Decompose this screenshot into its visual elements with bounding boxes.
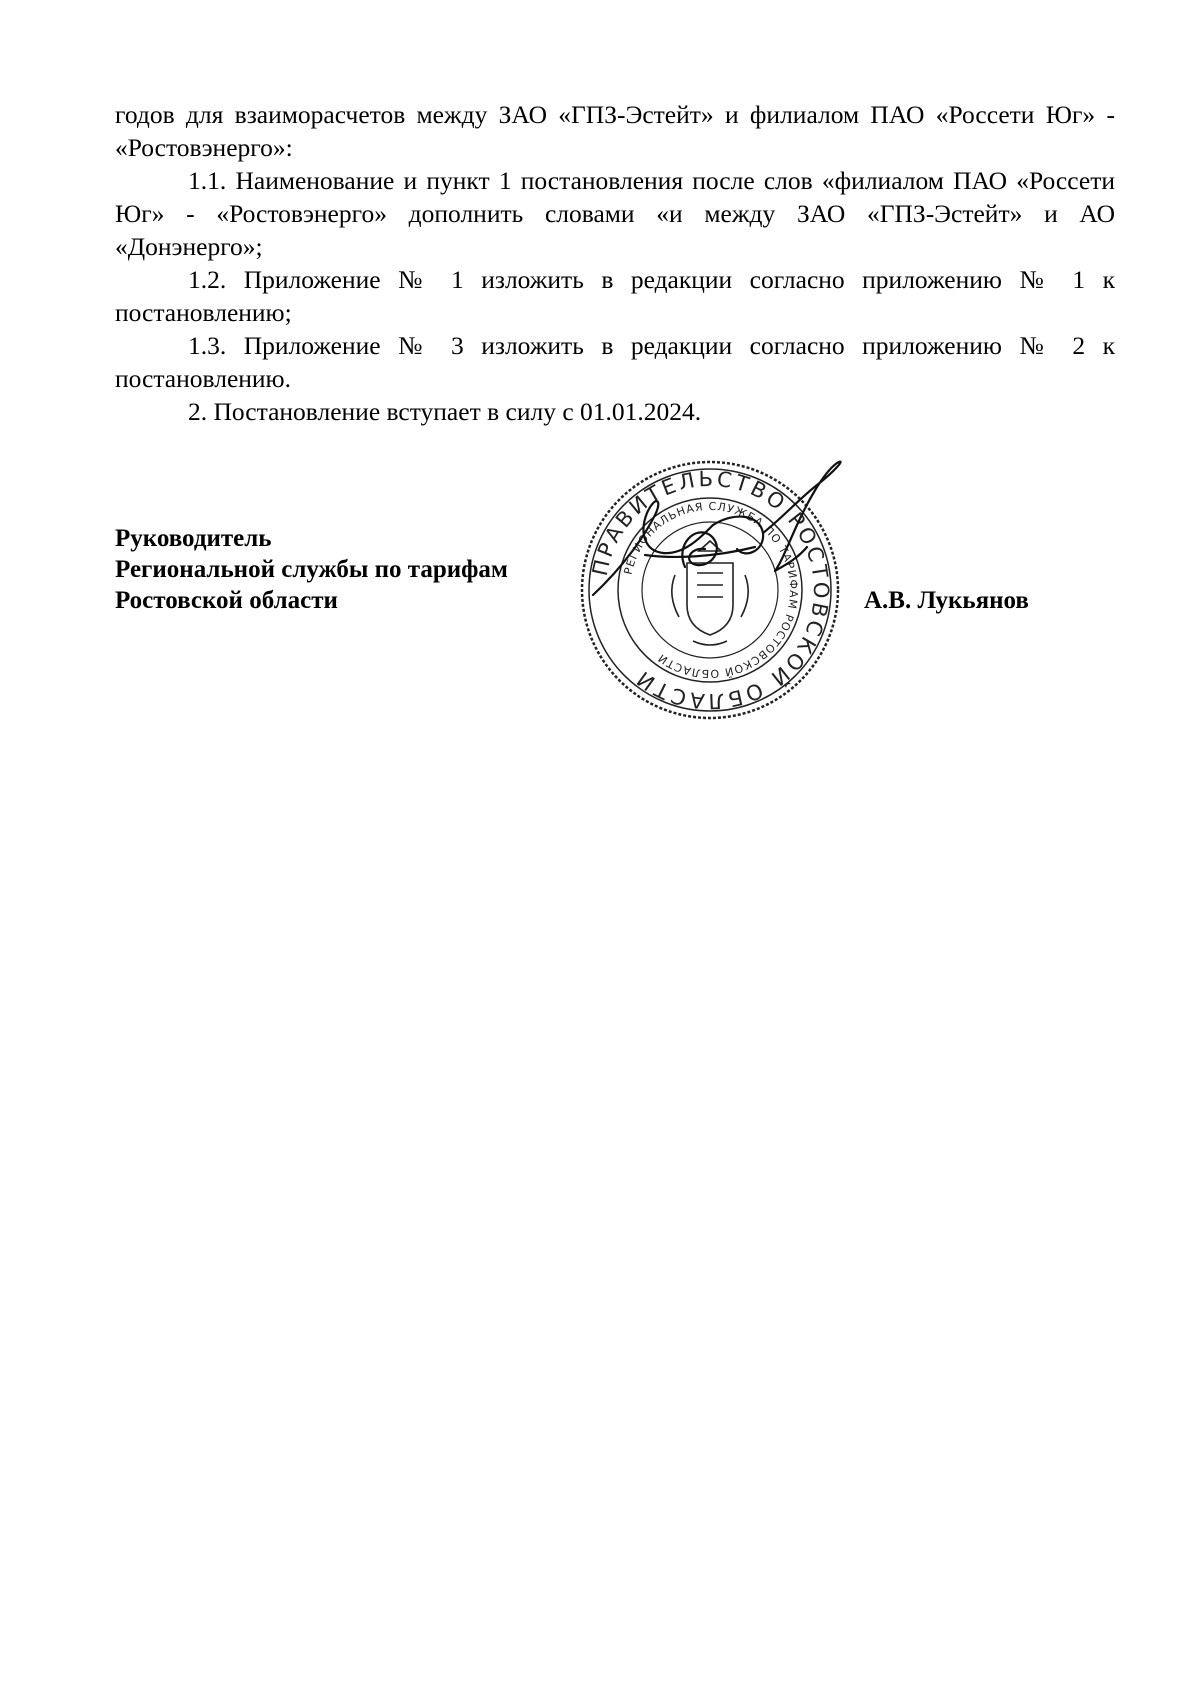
signatory-title-line: Региональной службы по тарифам — [115, 556, 508, 583]
signatory-name: А.В. Лукьянов — [864, 587, 1029, 614]
paragraph-item-1-2: 1.2. Приложение № 1 изложить в редакции согласно приложению № 1 к постановлению; — [115, 265, 1115, 327]
handwritten-signature — [585, 455, 885, 655]
paragraph-continuation: годов для взаиморасчетов между ЗАО «ГПЗ-Эстейт» и филиалом ПАО «Россети Юг» - «Ростовэнерго»: — [115, 100, 1115, 162]
paragraph-item-1-1: 1.1. Наименование и пункт 1 постановления после слов «филиалом ПАО «Россети Юг» - «Ростовэнерго» дополнить словами «и между ЗАО «ГПЗ-Эстейт» и АО «Донэнерго»; — [115, 166, 1115, 261]
document-body — [115, 98, 1115, 428]
signatory-title — [115, 523, 508, 616]
seal-outer-text: ПРАВИТЕЛЬСТВО РОСТОВСКОЙ ОБЛАСТИ — [587, 466, 834, 714]
signatory-title-line: Руководитель — [115, 525, 272, 552]
signatory-title-line: Ростовской области — [115, 587, 338, 614]
seal-inner-text: РЕГИОНАЛЬНАЯ СЛУЖБА ПО ТАРИФАМ РОСТОВСКОЙ ОБЛАСТИ — [621, 499, 801, 681]
paragraph-item-2: 2. Постановление вступает в силу с 01.01.2024. — [188, 397, 702, 426]
paragraph-item-1-3: 1.3. Приложение № 3 изложить в редакции согласно приложению № 2 к постановлению. — [115, 331, 1115, 393]
